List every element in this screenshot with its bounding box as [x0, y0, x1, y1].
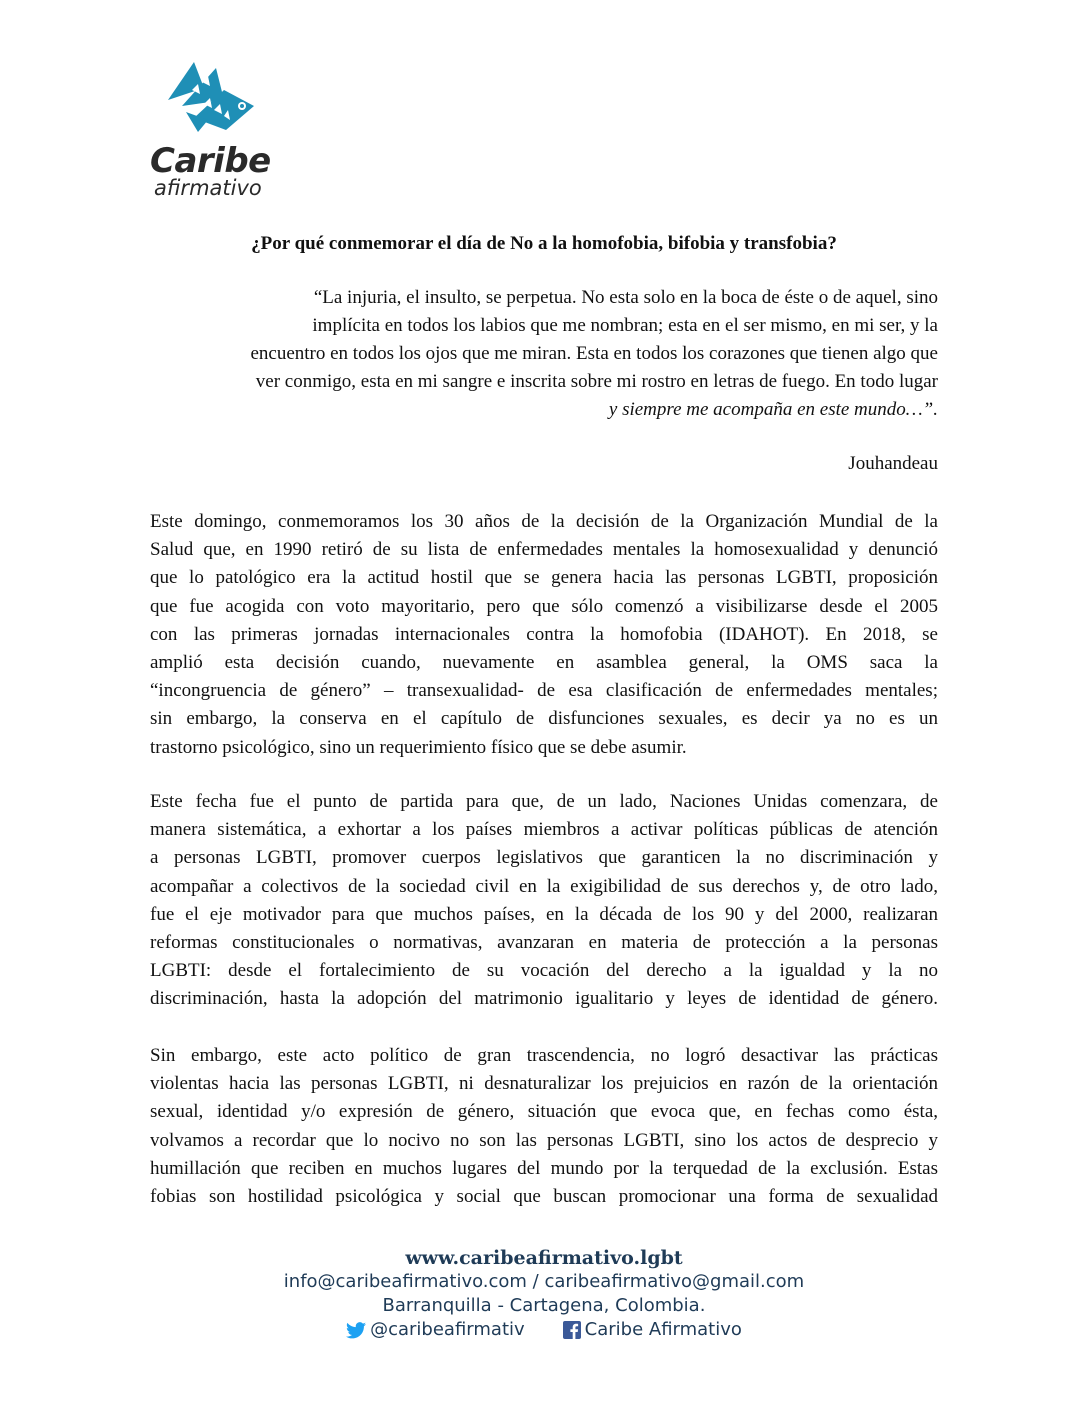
paragraph-line: LGBTI: desde el fortalecimiento de su vocación del derecho a la igualdad y la no [150, 960, 938, 982]
caribe-afirmativo-logo [150, 60, 270, 200]
paragraph-line: que fue acogida con voto mayoritario, pero que sólo comenzó a visibilizarse desde el 2005 [150, 595, 938, 617]
paragraph-3 [150, 1042, 938, 1211]
quote-line: implícita en todos los labios que me nombran; esta en el ser mismo, en mi ser, y la [312, 315, 938, 336]
logo-name: Caribe [150, 141, 271, 181]
quote-line: “La injuria, el insulto, se perpetua. No esta solo en la boca de éste o de aquel, sino [313, 287, 938, 308]
page-footer [150, 1246, 938, 1346]
footer-location: Barranquilla - Cartagena, Colombia. [382, 1295, 706, 1316]
quote-line: encuentro en todos los ojos que me miran. Esta en todos los corazones que tienen algo que [250, 343, 938, 364]
paragraph-line: que lo patológico era la actitud hostil que se genera hacia las personas LGBTI, proposición [150, 567, 938, 589]
quote-line: ver conmigo, esta en mi sangre e inscrita sobre mi rostro en letras de fuego. En todo lugar [255, 371, 938, 392]
facebook-link[interactable] [563, 1318, 742, 1342]
paragraph-line: fobias son hostilidad psicológica y social que buscan promocionar una forma de sexualidad [150, 1186, 938, 1208]
paragraph-line: reformas constitucionales o normativas, avanzaran en materia de protección a la personas [150, 932, 938, 954]
paragraph-line: acompañar a colectivos de la sociedad civil en la exigibilidad de sus derechos y, de otro lado, [150, 875, 938, 897]
facebook-name: Caribe Afirmativo [584, 1319, 742, 1340]
epigraph-quote [150, 284, 938, 424]
footer-website-link[interactable]: www.caribeafirmativo.lgbt [405, 1247, 683, 1269]
paragraph-2 [150, 788, 938, 1014]
twitter-link[interactable] [346, 1318, 525, 1342]
quote-line-italic: y siempre me acompaña en este mundo…”. [608, 399, 938, 420]
paragraph-line: “incongruencia de género” – transexualidad- de esa clasificación de enfermedades mentales; [150, 680, 938, 702]
fish-logo-icon [164, 60, 256, 136]
paragraph-line: amplió esta decisión cuando, nuevamente en asamblea general, la OMS saca la [150, 652, 938, 674]
footer-emails[interactable]: info@caribeafirmativo.com / caribeafirmativo@gmail.com [283, 1271, 805, 1292]
paragraph-line: Este domingo, conmemoramos los 30 años de la decisión de la Organización Mundial de la [150, 511, 938, 532]
paragraph-line: sin embargo, la conserva en el capítulo de disfunciones sexuales, es decir ya no es un [150, 708, 938, 730]
paragraph-line: discriminación, hasta la adopción del matrimonio igualitario y leyes de identidad de género. [150, 988, 938, 1010]
logo-subname: afirmativo [154, 176, 262, 200]
quote-author: Jouhandeau [848, 453, 938, 474]
paragraph-line: trastorno psicológico, sino un requerimiento físico que se debe asumir. [150, 736, 687, 758]
paragraph-line: a personas LGBTI, promover cuerpos legislativos que garanticen la no discriminación y [150, 847, 938, 869]
paragraph-line: sexual, identidad y/o expresión de género, situación que evoca que, en fechas como ésta, [150, 1101, 938, 1123]
paragraph-1 [150, 508, 938, 762]
twitter-handle: @caribeafirmativ [370, 1319, 525, 1340]
paragraph-line: con las primeras jornadas internacionales contra la homofobia (IDAHOT). En 2018, se [150, 623, 938, 645]
twitter-icon [346, 1322, 366, 1339]
paragraph-line: Este fecha fue el punto de partida para que, de un lado, Naciones Unidas comenzara, de [150, 791, 938, 812]
document-title: ¿Por qué conmemorar el día de No a la homofobia, bifobia y transfobia? [251, 233, 837, 254]
facebook-icon [563, 1321, 581, 1339]
paragraph-line: Salud que, en 1990 retiró de su lista de enfermedades mentales la homosexualidad y denunció [150, 539, 938, 561]
paragraph-line: manera sistemática, a exhortar a los países miembros a activar políticas públicas de atención [150, 819, 938, 841]
paragraph-line: fue el eje motivador para que muchos países, en la década de los 90 y del 2000, realizaran [150, 903, 938, 925]
paragraph-line: humillación que reciben en muchos lugares del mundo por la terquedad de la exclusión. Estas [150, 1157, 938, 1179]
footer-social [346, 1318, 742, 1342]
paragraph-line: Sin embargo, este acto político de gran trascendencia, no logró desactivar las prácticas [150, 1045, 938, 1066]
paragraph-line: volvamos a recordar que lo nocivo no son las personas LGBTI, sino los actos de desprecio y [150, 1129, 938, 1151]
paragraph-line: violentas hacia las personas LGBTI, ni desnaturalizar los prejuicios en razón de la orientación [150, 1073, 938, 1095]
